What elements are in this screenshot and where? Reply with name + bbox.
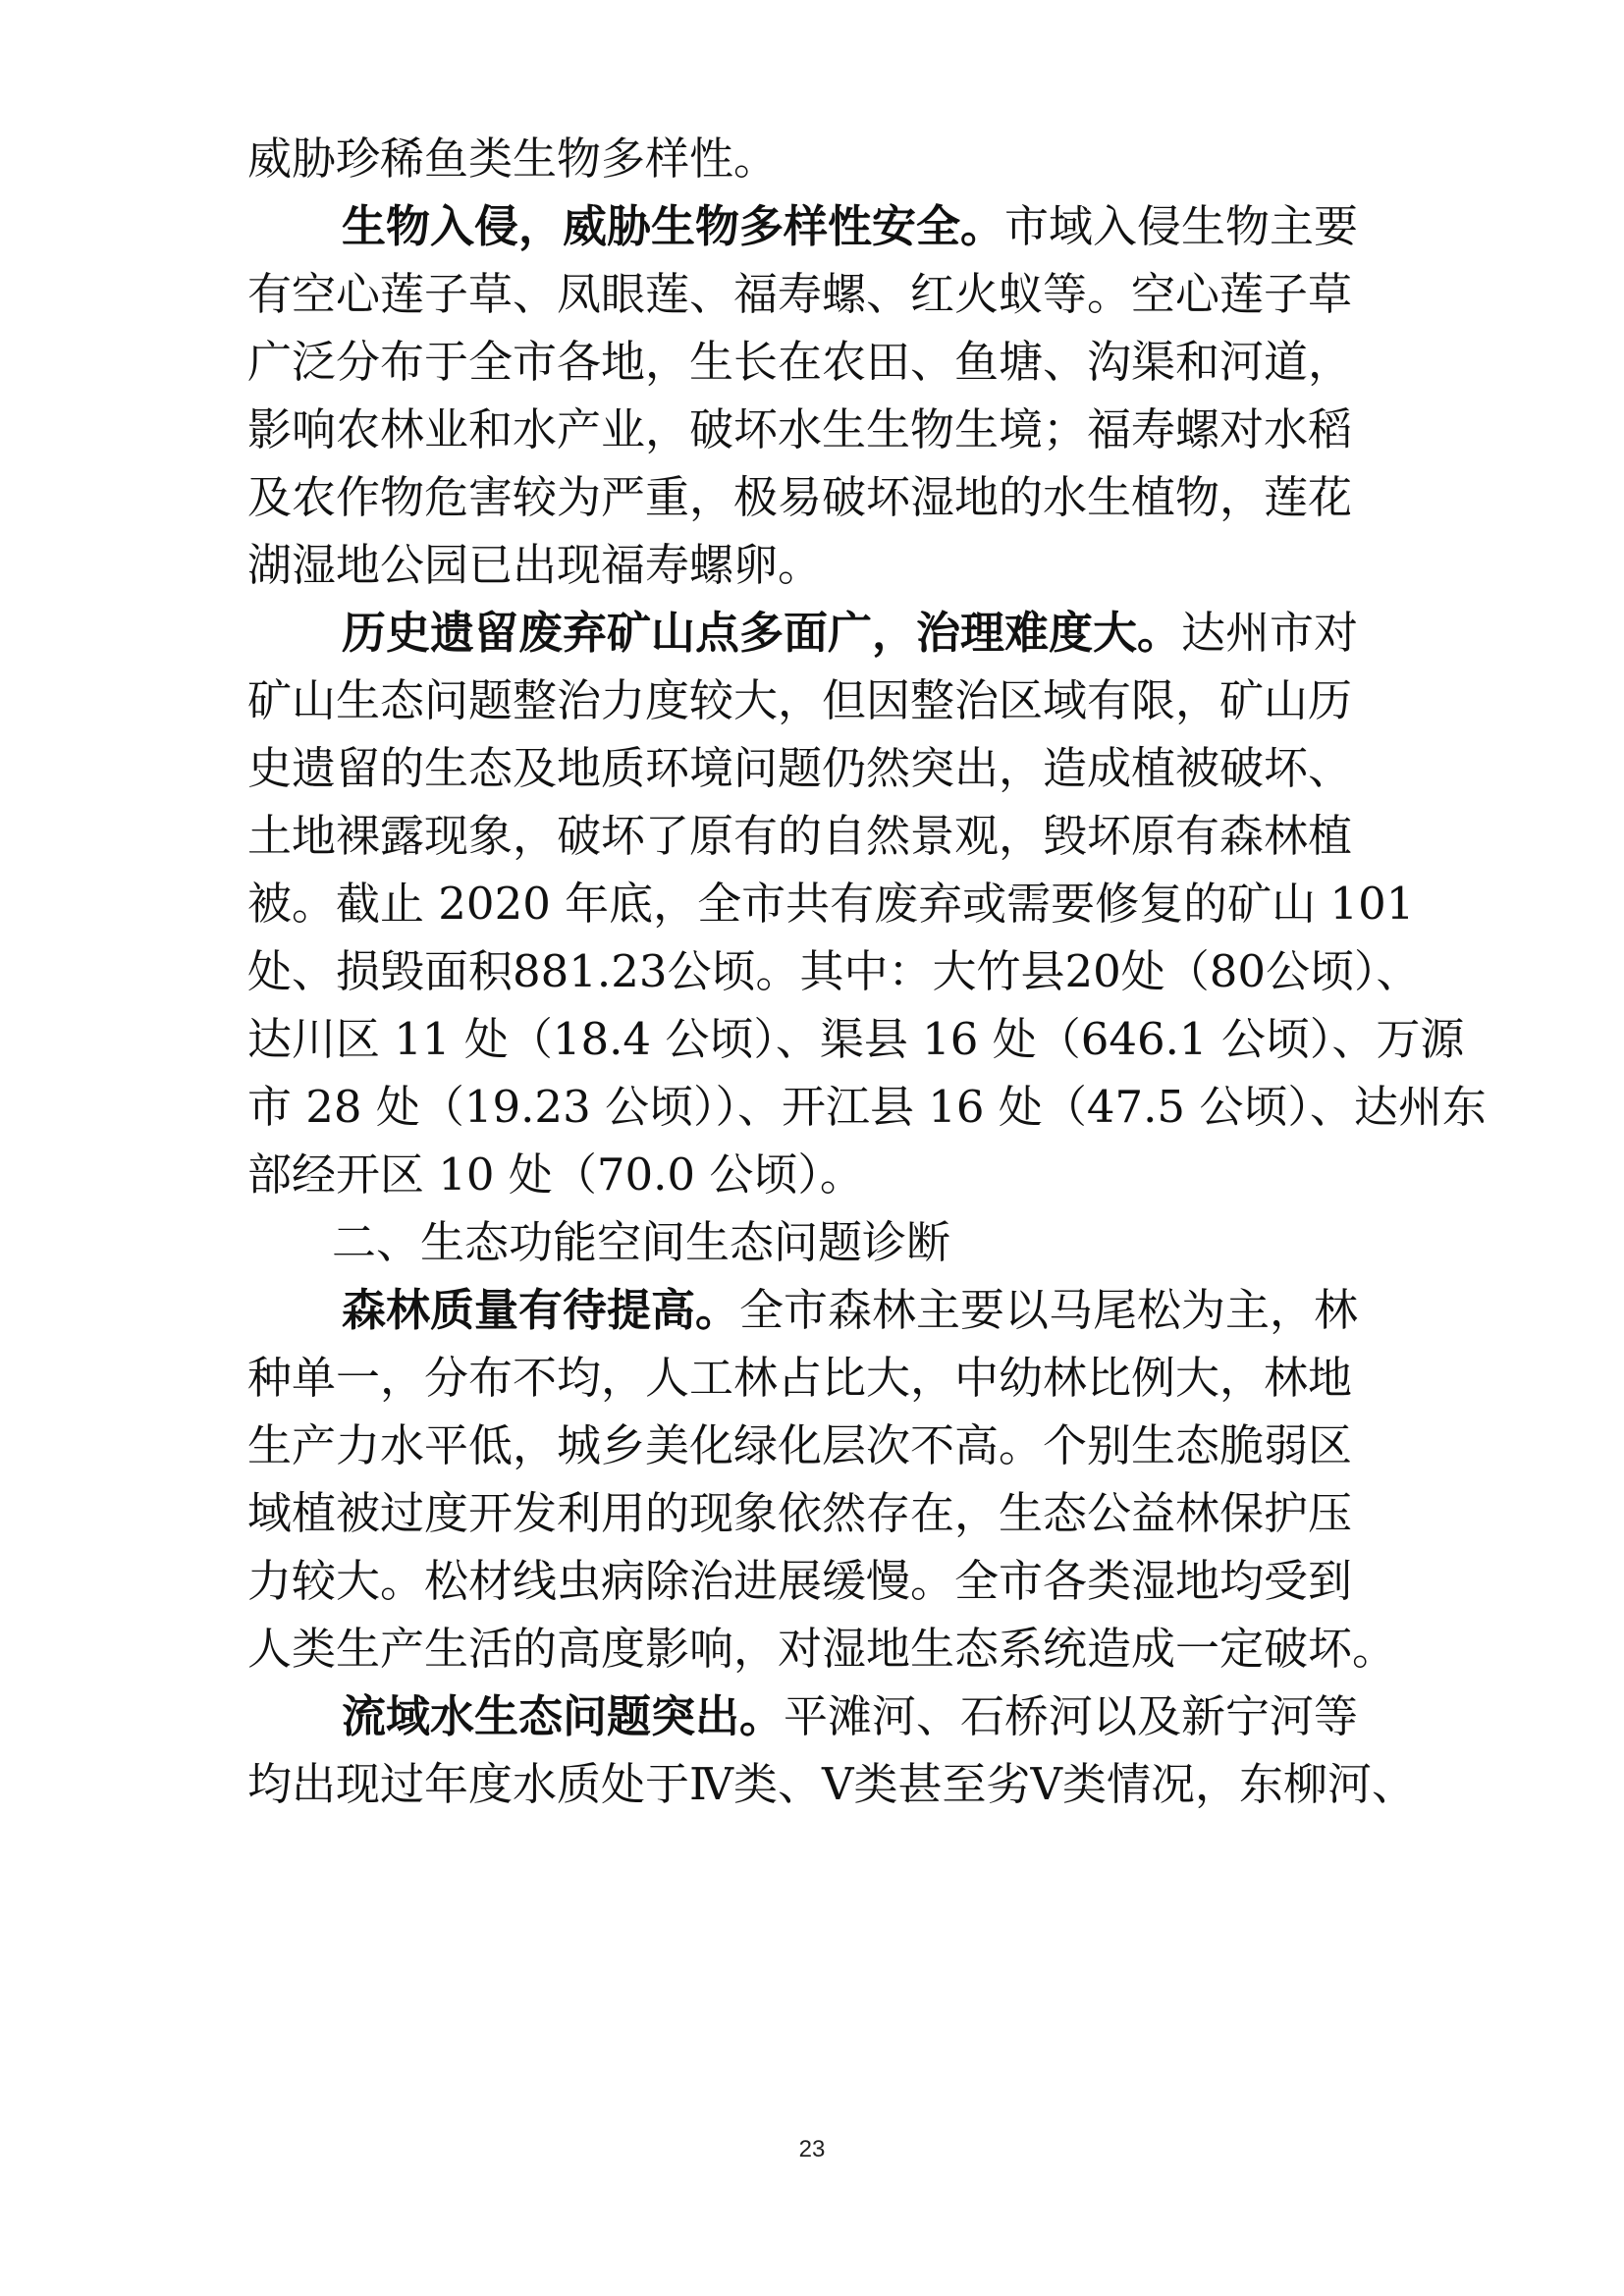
text-line: 矿山生态问题整治力度较大，但因整治区域有限，矿山历: [247, 674, 1353, 726]
text-line: 及农作物危害较为严重，极易破坏湿地的水生植物，莲花: [247, 471, 1353, 523]
text-line: 土地裸露现象，破坏了原有的自然景观，毁坏原有森林植: [247, 810, 1353, 862]
text-line: 广泛分布于全市各地，生长在农田、鱼塘、沟渠和河道，: [247, 336, 1353, 388]
paragraph-water-first-line: [342, 1689, 1358, 1744]
paragraph-invasion-first-line: [342, 199, 1358, 254]
paragraph-mines-lead: 历史遗留废弃矿山点多面广，治理难度大。: [342, 607, 1182, 659]
text-line: 生产力水平低，城乡美化绿化层次不高。个别生态脆弱区: [247, 1419, 1353, 1471]
paragraph-invasion-text: 市域入侵生物主要: [1004, 200, 1359, 252]
text-line: 力较大。松材线虫病除治进展缓慢。全市各类湿地均受到: [247, 1555, 1353, 1607]
text-line: 人类生产生活的高度影响，对湿地生态系统造成一定破坏。: [247, 1623, 1397, 1675]
text-line: 处、损毁面积881.23公顷。其中：大竹县20处（80公顷）、: [247, 945, 1421, 997]
text-line: 史遗留的生态及地质环境问题仍然突出，造成植被破坏、: [247, 742, 1353, 794]
text-line: 被。截止 2020 年底，全市共有废弃或需要修复的矿山 101: [247, 878, 1415, 930]
text-line: 域植被过度开发利用的现象依然存在，生态公益林保护压: [247, 1487, 1353, 1539]
text-line: 市 28 处（19.23 公顷））、开江县 16 处（47.5 公顷）、达州东: [247, 1081, 1487, 1133]
paragraph-invasion-lead: 生物入侵，威胁生物多样性安全。: [342, 200, 1005, 252]
page-number: 23: [798, 2136, 826, 2163]
paragraph-forest-lead: 森林质量有待提高。: [342, 1284, 740, 1336]
text-line: 威胁珍稀鱼类生物多样性。: [247, 133, 779, 185]
text-line: 有空心莲子草、凤眼莲、福寿螺、红火蚁等。空心莲子草: [247, 268, 1353, 320]
text-line: 达川区 11 处（18.4 公顷）、渠县 16 处（646.1 公顷）、万源: [247, 1013, 1465, 1065]
text-line: 影响农林业和水产业，破坏水生生物生境；福寿螺对水稻: [247, 403, 1353, 455]
text-line: 湖湿地公园已出现福寿螺卵。: [247, 539, 823, 591]
text-line: 均出现过年度水质处于Ⅳ类、Ⅴ类甚至劣Ⅴ类情况，东柳河、: [247, 1758, 1416, 1810]
text-line: 种单一，分布不均，人工林占比大，中幼林比例大，林地: [247, 1352, 1353, 1404]
paragraph-water-lead: 流域水生态问题突出。: [342, 1690, 785, 1742]
paragraph-forest-text: 全市森林主要以马尾松为主，林: [739, 1284, 1359, 1336]
paragraph-mines-text: 达州市对: [1181, 607, 1359, 659]
paragraph-mines-first-line: [342, 606, 1358, 661]
section-heading: 二、生态功能空间生态问题诊断: [332, 1216, 951, 1268]
paragraph-forest-first-line: [342, 1283, 1358, 1338]
paragraph-water-text: 平滩河、石桥河以及新宁河等: [784, 1690, 1359, 1742]
text-line: 部经开区 10 处（70.0 公顷）。: [247, 1148, 864, 1201]
